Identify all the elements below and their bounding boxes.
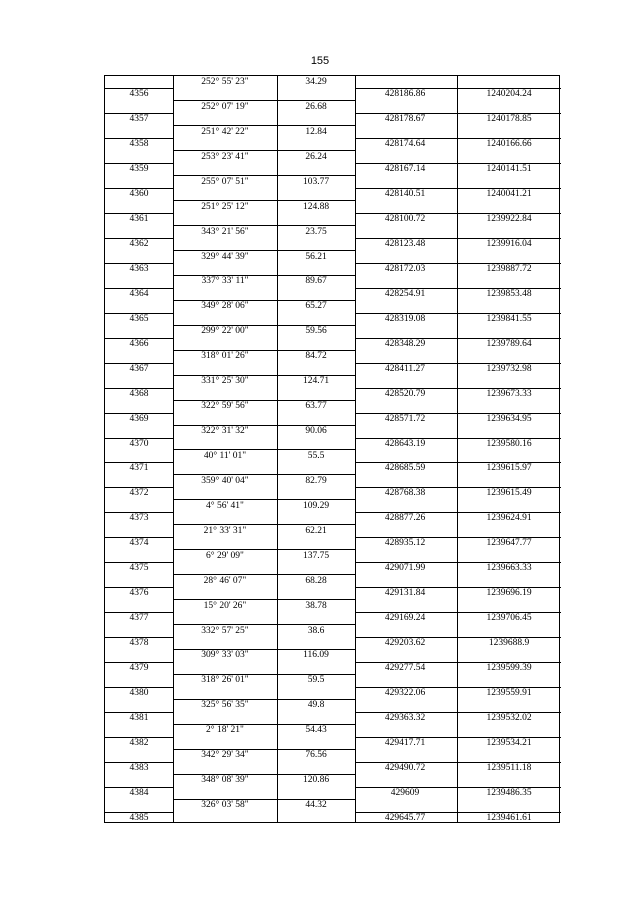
northing-cell: 1239534.21 [486,737,532,748]
northing-cell: 1239706.45 [486,613,532,624]
point-id-cell: 4366 [129,338,149,349]
point-id-cell: 4385 [129,812,149,823]
bearing-cell: 322° 31' 32" [201,426,249,437]
easting-cell: 429645.77 [384,812,426,823]
northing-cell: 1240178.85 [486,114,532,125]
distance-cell: 109.29 [302,500,330,511]
bearing-cell: 255° 07' 51" [201,176,249,187]
table-row [105,699,559,724]
northing-cell: 1239486.35 [486,787,532,798]
distance-cell: 26.68 [305,101,327,112]
distance-cell: 62.21 [305,525,327,536]
bearing-cell: 2° 18' 21" [206,725,244,736]
northing-cell: 1239841.55 [486,313,532,324]
point-id-cell: 4372 [129,488,149,499]
easting-cell: 429169.24 [384,613,426,624]
easting-cell: 428174.64 [384,139,426,150]
table-row [105,101,559,126]
easting-cell: 429131.84 [384,588,426,599]
bearing-cell: 251° 25' 12" [201,201,249,212]
table-row [105,251,559,276]
northing-cell: 1239532.02 [486,712,532,723]
bearing-cell: 326° 03' 58" [201,800,249,811]
northing-cell: 1240041.21 [486,189,532,200]
table-row [105,550,559,575]
northing-cell: 1239511.18 [486,762,532,773]
table-row [105,475,559,500]
easting-cell: 428411.27 [384,363,426,374]
distance-cell: 137.75 [302,550,330,561]
bearing-cell: 309° 33' 03" [201,650,249,661]
table-row [105,450,559,475]
bearing-cell: 251° 42' 22" [201,126,249,137]
bearing-cell: 318° 26' 01" [201,675,249,686]
easting-cell: 429071.99 [384,563,426,574]
easting-cell: 428520.79 [384,388,426,399]
distance-cell: 120.86 [302,775,330,786]
table-row [105,325,559,350]
northing-cell: 1239559.91 [486,687,532,698]
table-row [105,375,559,400]
easting-cell: 428319.08 [384,313,426,324]
northing-cell: 1239663.33 [486,563,532,574]
easting-cell: 428877.26 [384,513,426,524]
table-row [105,575,559,600]
table-row [105,76,559,101]
table-row [105,300,559,325]
table-row [105,226,559,251]
point-id-cell: 4356 [129,89,149,100]
point-id-cell: 4370 [129,438,149,449]
table-row [105,400,559,425]
bearing-cell: 322° 59' 56" [201,401,249,412]
distance-cell: 38.6 [307,625,325,636]
table-row [105,425,559,450]
easting-cell: 429203.62 [384,637,426,648]
easting-cell: 428172.03 [384,263,426,274]
northing-cell: 1239732.98 [486,363,532,374]
bearing-cell: 331° 25' 30" [201,376,249,387]
point-id-cell: 4384 [129,787,149,798]
easting-cell: 429322.06 [384,687,426,698]
table-row [105,151,559,176]
distance-cell: 12.84 [305,126,327,137]
distance-cell: 65.27 [305,301,327,312]
table-row [105,749,559,774]
bearing-cell: 325° 56' 35" [201,700,249,711]
bearing-cell: 28° 46' 07" [203,575,247,586]
table-row [105,176,559,201]
table-row [105,649,559,674]
point-id-cell: 4382 [129,737,149,748]
northing-cell: 1239615.97 [486,463,532,474]
bearing-cell: 329° 44' 39" [201,251,249,262]
easting-cell: 429417.71 [384,737,426,748]
table-row [105,126,559,151]
bearing-cell: 15° 20' 26" [203,600,247,611]
point-id-cell: 4365 [129,313,149,324]
easting-cell: 429277.54 [384,662,426,673]
easting-cell: 428768.38 [384,488,426,499]
northing-cell: 1239580.16 [486,438,532,449]
point-id-cell: 4371 [129,463,149,474]
bearing-cell: 359° 40' 04" [201,475,249,486]
distance-cell: 82.79 [305,475,327,486]
northing-cell: 1239916.04 [486,239,532,250]
bearing-cell: 4° 56' 41" [206,500,244,511]
easting-cell: 428186.86 [384,89,426,100]
easting-cell: 428123.48 [384,239,426,250]
bearing-cell: 252° 07' 19" [201,101,249,112]
point-id-cell: 4359 [129,164,149,175]
easting-cell: 428643.19 [384,438,426,449]
bearing-cell: 299° 22' 00" [201,326,249,337]
distance-cell: 124.71 [302,376,330,387]
point-id-cell: 4369 [129,413,149,424]
easting-cell: 429363.32 [384,712,426,723]
distance-cell: 63.77 [305,401,327,412]
bearing-cell: 40° 11' 01" [203,451,247,461]
point-id-cell: 4377 [129,613,149,624]
easting-cell: 428254.91 [384,288,426,299]
coordinate-table [104,75,560,823]
bearing-cell: 343° 21' 56" [201,226,249,237]
bearing-cell: 253° 23' 41" [201,151,249,162]
distance-cell: 44.32 [305,800,327,811]
easting-cell: 428685.59 [384,463,426,474]
northing-cell: 1240204.24 [486,89,532,100]
bearing-cell: 332° 57' 25" [201,625,249,636]
table-row [105,674,559,699]
table-row [105,500,559,525]
point-id-cell: 4361 [129,214,149,225]
distance-cell: 23.75 [305,226,327,237]
northing-cell: 1239673.33 [486,388,532,399]
point-id-cell: 4375 [129,563,149,574]
northing-cell: 1239599.39 [486,662,532,673]
distance-cell: 38.78 [305,600,327,611]
easting-cell: 429490.72 [384,762,426,773]
point-id-cell: 4380 [129,687,149,698]
distance-cell: 59.5 [307,675,325,686]
distance-cell: 49.8 [307,700,325,711]
northing-cell: 1239461.61 [486,812,532,823]
easting-cell: 428571.72 [384,413,426,424]
bearing-cell: 21° 33' 31" [203,525,247,536]
bearing-cell: 342° 29' 34" [201,750,249,761]
table-row [105,350,559,375]
table-row [105,525,559,550]
point-id-cell: 4357 [129,114,149,125]
table-row [105,600,559,625]
distance-cell: 103.77 [302,176,330,187]
easting-cell: 429609 [390,787,420,798]
point-id-cell: 4368 [129,388,149,399]
distance-cell: 56.21 [305,251,327,262]
table-row [105,724,559,749]
point-id-cell: 4367 [129,363,149,374]
bearing-cell: 337° 33' 11" [201,276,249,287]
distance-cell: 124.88 [302,201,330,212]
easting-cell: 428100.72 [384,214,426,225]
northing-cell: 1239624.91 [486,513,532,524]
point-id-cell: 4381 [129,712,149,723]
table-row [105,774,559,799]
distance-cell: 34.29 [305,77,327,87]
bearing-cell: 318° 01' 26" [201,351,249,362]
point-id-cell: 4360 [129,189,149,200]
northing-cell: 1240141.51 [486,164,532,175]
page-number: 155 [310,55,330,67]
point-id-cell: 4362 [129,239,149,250]
distance-cell: 89.67 [305,276,327,287]
northing-cell: 1239887.72 [486,263,532,274]
northing-cell: 1239647.77 [486,538,532,549]
northing-cell: 1239615.49 [486,488,532,499]
table-row [105,799,559,824]
northing-cell: 1239688.9 [488,637,530,648]
distance-cell: 76.56 [305,750,327,761]
easting-cell: 428167.14 [384,164,426,175]
distance-cell: 55.5 [307,451,325,461]
easting-cell: 428140.51 [384,189,426,200]
distance-cell: 68.28 [305,575,327,586]
table-row [105,625,559,650]
table-row [105,201,559,226]
northing-cell: 1239789.64 [486,338,532,349]
northing-cell: 1239634.95 [486,413,532,424]
table-row [105,275,559,300]
point-id-cell: 4378 [129,637,149,648]
northing-cell: 1239922.84 [486,214,532,225]
point-id-cell: 4364 [129,288,149,299]
bearing-cell: 348° 08' 39" [201,775,249,786]
point-id-cell: 4363 [129,263,149,274]
northing-cell: 1240166.66 [486,139,532,150]
point-id-cell: 4379 [129,662,149,673]
point-id-cell: 4383 [129,762,149,773]
distance-cell: 90.06 [305,426,327,437]
point-id-cell: 4373 [129,513,149,524]
easting-cell: 428178.67 [384,114,426,125]
bearing-cell: 6° 29' 09" [206,550,244,561]
bearing-cell: 349° 28' 06" [201,301,249,312]
northing-cell: 1239853.48 [486,288,532,299]
distance-cell: 84.72 [305,351,327,362]
bearing-cell: 252° 55' 23" [201,77,249,87]
distance-cell: 54.43 [305,725,327,736]
point-id-cell: 4376 [129,588,149,599]
northing-cell: 1239696.19 [486,588,532,599]
easting-cell: 428935.12 [384,538,426,549]
distance-cell: 26.24 [305,151,327,162]
point-id-cell: 4358 [129,139,149,150]
easting-cell: 428348.29 [384,338,426,349]
distance-cell: 116.09 [303,650,329,661]
distance-cell: 59.56 [305,326,327,337]
point-id-cell: 4374 [129,538,149,549]
